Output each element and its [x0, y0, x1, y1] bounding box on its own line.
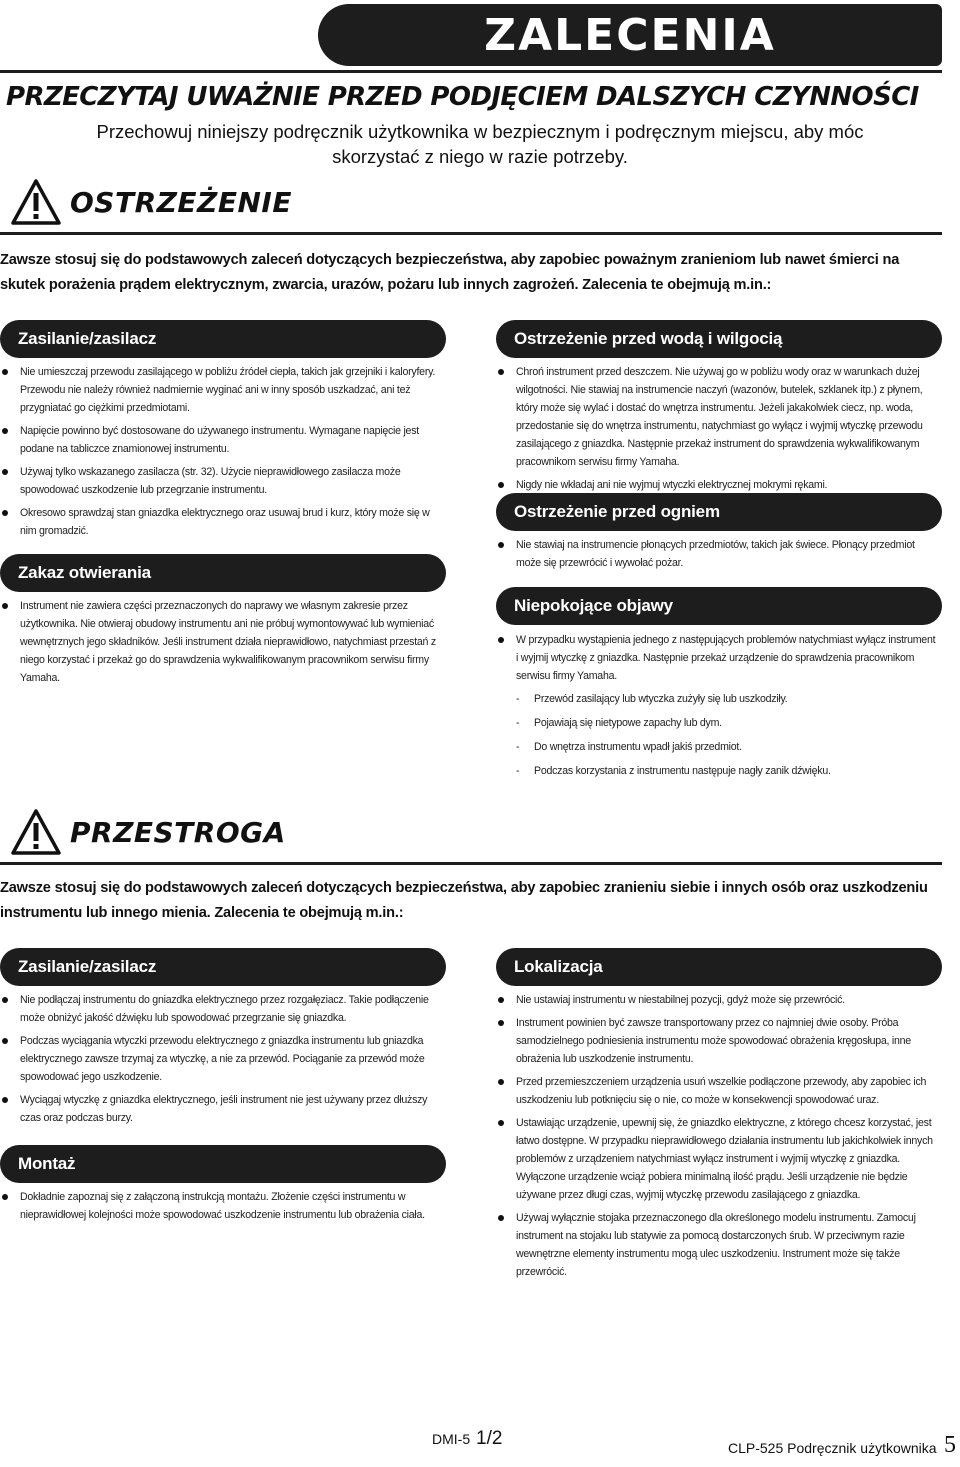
bullet-icon [498, 1215, 504, 1221]
bullet-icon [498, 482, 504, 488]
warning-heading-block [10, 178, 292, 226]
read-first-heading: PRZECZYTAJ UWAŻNIE PRZED PODJĘCIEM DALSZYCH CZYNNOŚCI [6, 82, 919, 112]
bullet-icon [2, 469, 8, 475]
section-heading: Montaż [18, 1154, 76, 1173]
keep-manual-line-2: skorzystać z niego w razie potrzeby. [332, 146, 628, 167]
list-item: Nie ustawiaj instrumentu w niestabilnej pozycji, gdyż może się przewrócić. [496, 991, 936, 1009]
page-title: ZALECENIA [318, 4, 942, 66]
list-item: Nie umieszczaj przewodu zasilającego w pobliżu źródeł ciepła, takich jak grzejniki i kaloryfery. Przewodu nie należy również nadmiernie wyginać ani w inny sposób uszkadzać, ani też przygniatać go ciężkimi przedmiotami. [0, 363, 440, 417]
list-item: Instrument powinien być zawsze transportowany przez co najmniej dwie osoby. Próba samodzielnego podniesienia instrumentu może spowodować obrażenia kręgosłupa, inne obrażenia lub uszkodzenie instrumentu. [496, 1014, 936, 1068]
caution-power-list [0, 991, 440, 1132]
title-divider [0, 70, 942, 73]
section-heading: Zasilanie/zasilacz [18, 957, 157, 976]
list-item: Nie podłączaj instrumentu do gniazdka elektrycznego przez rozgałęziacz. Takie podłączenie może obniżyć jakość dźwięku lub spowodować przegrzanie się gniazdka. [0, 991, 440, 1027]
list-item: Napięcie powinno być dostosowane do używanego instrumentu. Wymagane napięcie jest podane na tabliczce znamionowej instrumentu. [0, 422, 440, 458]
warning-triangle-icon [10, 808, 62, 856]
caution-intro: Zawsze stosuj się do podstawowych zaleceń dotyczących bezpieczeństwa, aby zapobiec zranieniu siebie i innych osób oraz uszkodzeniu instrumentu lub innego mienia. Zalecenia te obejmują m.in.: [0, 880, 928, 921]
footer-page-number: 5 [944, 1432, 956, 1458]
warning-power-list [0, 363, 440, 545]
warning-divider [0, 232, 942, 235]
footer-dmi-code: DMI-5 [432, 1431, 471, 1447]
bullet-icon [2, 997, 8, 1003]
list-item: Chroń instrument przed deszczem. Nie używaj go w pobliżu wody oraz w warunkach dużej wilgotności. Nie stawiaj na instrumencie naczyń (wazonów, butelek, szklanek itp.) z płynem, który może się wylać i dostać do wnętrza instrumentu. Jeżeli jakakolwiek ciecz, np. woda, przedostanie się do wnętrza instrumentu, natychmiast go wyłącz i wyjmij wtyczkę przewodu zasilającego z gniazdka. Następnie przekaż instrument do sprawdzenia wykwalifikowanym pracownikom serwisu firmy Yamaha. [496, 363, 936, 471]
list-item: Wyciągaj wtyczkę z gniazdka elektrycznego, jeśli instrument nie jest używany przez dłuższy czas oraz podczas burzy. [0, 1091, 440, 1127]
section-heading: Niepokojące objawy [514, 596, 673, 615]
caution-divider [0, 862, 942, 865]
bullet-icon [498, 1020, 504, 1026]
list-item: Instrument nie zawiera części przeznaczonych do naprawy we własnym zakresie przez użytkownika. Nie otwieraj obudowy instrumentu ani nie próbuj wymontowywać lub wymieniać wewnętrznych jego składników. Jeśli instrument działa nieprawidłowo, natychmiast przestań z niego korzystać i przekaż go do sprawdzenia wykwalifikowanym pracownikom serwisu firmy Yamaha. [0, 597, 440, 687]
sub-list-item: - Do wnętrza instrumentu wpadł jakiś przedmiot. [516, 741, 742, 753]
footer-dmi-page: 1/2 [476, 1428, 503, 1449]
section-water [496, 320, 942, 358]
bullet-icon [2, 510, 8, 516]
bullet-icon [2, 1097, 8, 1103]
list-item: Używaj tylko wskazanego zasilacza (str. 32). Użycie nieprawidłowego zasilacza może spowodować uszkodzenie lub przegrzanie instrumentu. [0, 463, 440, 499]
section-assembly [0, 1145, 446, 1183]
warning-triangle-icon [10, 178, 62, 226]
bullet-icon [2, 428, 8, 434]
list-item: Okresowo sprawdzaj stan gniazdka elektrycznego oraz usuwaj brud i kurz, który może się w nim gromadzić. [0, 504, 440, 540]
keep-manual-line-1: Przechowuj niniejszy podręcznik użytkownika w bezpiecznym i podręcznym miejscu, aby móc [96, 121, 864, 142]
section-heading: Zakaz otwierania [18, 563, 151, 582]
section-fire [496, 493, 942, 531]
list-item: Dokładnie zapoznaj się z załączoną instrukcją montażu. Złożenie części instrumentu w nieprawidłowej kolejności może spowodować uszkodzenie instrumentu lub obrażenia ciała. [0, 1188, 440, 1224]
section-heading: Zasilanie/zasilacz [18, 329, 157, 348]
section-warning-power [0, 320, 446, 358]
fire-list [496, 536, 936, 577]
water-list [496, 363, 936, 499]
list-item: Przed przemieszczeniem urządzenia usuń wszelkie podłączone przewody, aby zapobiec ich uszkodzeniu lub potknięciu się o nie, co może w konsekwencji spowodować uraz. [496, 1073, 936, 1109]
bullet-icon [2, 1038, 8, 1044]
section-no-opening [0, 554, 446, 592]
sub-list-item: - Przewód zasilający lub wtyczka zużyły się lub uszkodziły. [516, 693, 788, 705]
list-item: Podczas wyciągania wtyczki przewodu elektrycznego z gniazdka instrumentu lub gniazdka elektrycznego zawsze trzymaj za wtyczkę, a nie za przewód. Pociąganie za przewód może spowodować jego uszkodzenie. [0, 1032, 440, 1086]
sub-list-item: - Pojawiają się nietypowe zapachy lub dym. [516, 717, 722, 729]
bullet-icon [2, 1194, 8, 1200]
warning-intro: Zawsze stosuj się do podstawowych zaleceń dotyczących bezpieczeństwa, aby zapobiec poważnym zranieniom lub nawet śmierci na skutek porażenia prądem elektrycznym, zwarcia, urazów, pożaru lub innych zagrożeń. Zalecenia te obejmują m.in.: [0, 252, 900, 293]
caution-heading-block [10, 808, 286, 856]
bullet-icon [498, 997, 504, 1003]
bullet-icon [498, 1079, 504, 1085]
section-caution-power [0, 948, 446, 986]
assembly-list [0, 1188, 440, 1229]
list-item: Nie stawiaj na instrumencie płonących przedmiotów, takich jak świece. Płonący przedmiot może się przewrócić i wywołać pożar. [496, 536, 936, 572]
symptoms-list [496, 631, 936, 786]
location-list [496, 991, 936, 1286]
list-item: W przypadku wystąpienia jednego z następujących problemów natychmiast wyłącz instrument i wyjmij wtyczkę z gniazdka. Następnie przekaż urządzenie do sprawdzenia pracownikom serwisu firmy Yamaha. [496, 631, 936, 685]
list-item: Ustawiając urządzenie, upewnij się, że gniazdko elektryczne, z którego chcesz korzystać, jest łatwo dostępne. W przypadku nieprawidłowego działania instrumentu lub jakichkolwiek innych problemów z urządzeniem natychmiast wyłącz instrument i wyjmij wtyczkę z gniazdka. Wyłączone urządzenie wciąż pobiera minimalną ilość prądu. Jeśli urządzenie nie będzie używane przez długi czas, wyjmij wtyczkę przewodu zasilającego z gniazdka. [496, 1114, 936, 1204]
bullet-icon [498, 637, 504, 643]
sub-list-item: - Podczas korzystania z instrumentu następuje nagły zanik dźwięku. [516, 765, 831, 777]
bullet-icon [498, 1120, 504, 1126]
bullet-icon [498, 542, 504, 548]
list-item: Nigdy nie wkładaj ani nie wyjmuj wtyczki elektrycznej mokrymi rękami. [496, 476, 936, 494]
bullet-icon [2, 369, 8, 375]
list-item: Używaj wyłącznie stojaka przeznaczonego dla określonego modelu instrumentu. Zamocuj instrument na stojaku lub statywie za pomocą dostarczonych śrub. W przeciwnym razie wewnętrzne elementy instrumentu mogą ulec uszkodzeniu. Instrument może się także przewrócić. [496, 1209, 936, 1281]
warning-heading: OSTRZEŻENIE [70, 185, 292, 219]
footer-dmi [432, 1428, 502, 1450]
bullet-icon [498, 369, 504, 375]
section-heading: Lokalizacja [514, 957, 603, 976]
section-location [496, 948, 942, 986]
section-heading: Ostrzeżenie przed wodą i wilgocią [514, 329, 783, 348]
bullet-icon [2, 603, 8, 609]
caution-heading: PRZESTROGA [70, 815, 286, 849]
no-opening-list [0, 597, 440, 692]
section-heading: Ostrzeżenie przed ogniem [514, 502, 720, 521]
keep-manual-note [30, 119, 930, 169]
section-symptoms [496, 587, 942, 625]
footer-manual-title: CLP-525 Podręcznik użytkownika [728, 1440, 937, 1456]
